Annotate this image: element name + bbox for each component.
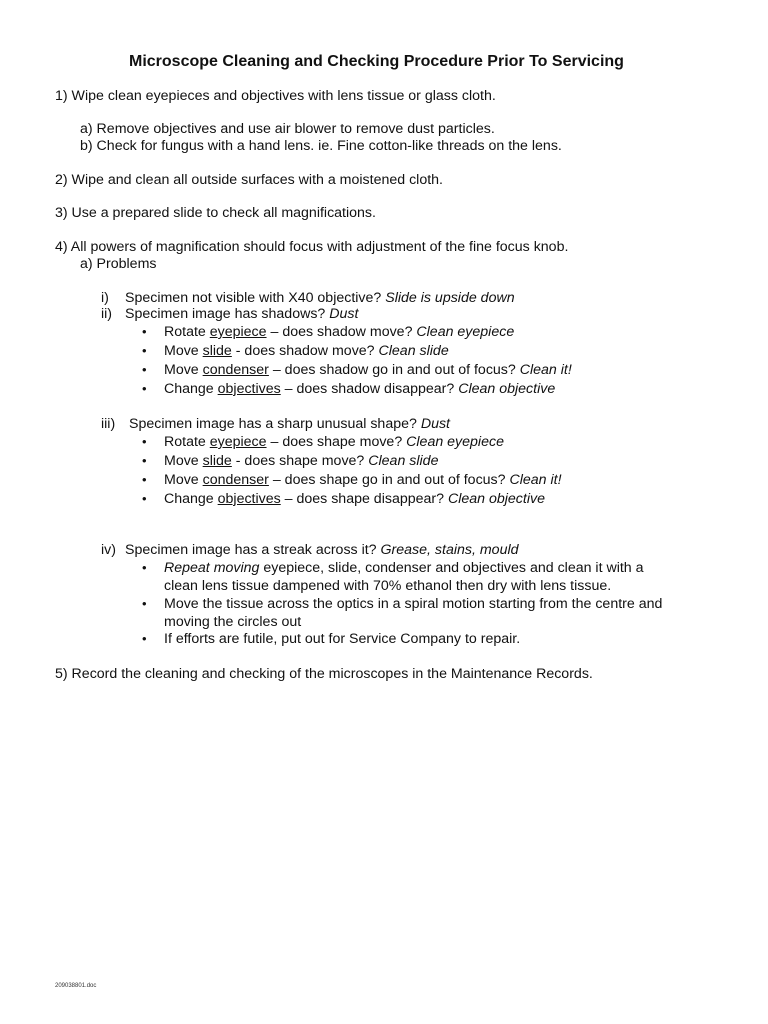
check-part: eyepiece bbox=[209, 434, 267, 450]
problem-3-check-2 bbox=[164, 452, 438, 470]
bullet: • bbox=[142, 596, 147, 611]
check-part: slide bbox=[202, 453, 232, 469]
step-5: 5) Record the cleaning and checking of the microscopes in the Maintenance Records. bbox=[55, 666, 593, 682]
step-4: 4) All powers of magnification should focus with adjustment of the fine focus knob. bbox=[55, 239, 569, 255]
step-1a: a) Remove objectives and use air blower to remove dust particles. bbox=[80, 121, 495, 137]
problem-1-number: i) bbox=[101, 290, 109, 306]
problem-4-step-3: If efforts are futile, put out for Service Company to repair. bbox=[164, 631, 521, 647]
check-fix: Clean objective bbox=[458, 381, 556, 397]
problem-4-step-2-cont: moving the circles out bbox=[164, 614, 302, 630]
check-fix: Clean objective bbox=[447, 491, 545, 507]
problem-2-check-4 bbox=[164, 380, 555, 398]
problem-3-check-3 bbox=[164, 471, 562, 489]
check-post: - does shadow move? bbox=[231, 343, 379, 359]
problem-4-cause: Grease, stains, mould bbox=[380, 542, 519, 558]
problem-3-check-4 bbox=[164, 490, 545, 508]
check-part: condenser bbox=[202, 472, 269, 488]
check-post: - does shape move? bbox=[231, 453, 369, 469]
check-post: – does shape go in and out of focus? bbox=[268, 472, 510, 488]
check-fix: Clean it! bbox=[509, 472, 562, 488]
step-2: 2) Wipe and clean all outside surfaces with a moistened cloth. bbox=[55, 172, 443, 188]
check-fix: Clean eyepiece bbox=[416, 324, 515, 340]
check-part: condenser bbox=[202, 362, 269, 378]
bullet: • bbox=[142, 453, 147, 468]
check-post: – does shadow go in and out of focus? bbox=[268, 362, 520, 378]
step-4a-problems: a) Problems bbox=[80, 256, 157, 272]
bullet: • bbox=[142, 434, 147, 449]
bullet: • bbox=[142, 324, 147, 339]
bullet: • bbox=[142, 343, 147, 358]
step-text: eyepiece, slide, condenser and objectives and clean it with a bbox=[259, 560, 644, 576]
problem-1-cause: Slide is upside down bbox=[385, 290, 515, 306]
problem-3-text: Specimen image has a sharp unusual shape? bbox=[129, 416, 421, 432]
check-pre: Rotate bbox=[164, 324, 210, 340]
check-pre: Move bbox=[164, 472, 203, 488]
check-part: eyepiece bbox=[209, 324, 267, 340]
problem-2-check-3 bbox=[164, 361, 572, 379]
check-post: – does shadow move? bbox=[266, 324, 417, 340]
problem-3 bbox=[129, 415, 450, 433]
step-1: 1) Wipe clean eyepieces and objectives with lens tissue or glass cloth. bbox=[55, 88, 496, 104]
problem-4-step-2: Move the tissue across the optics in a spiral motion starting from the centre and bbox=[164, 596, 663, 612]
check-pre: Move bbox=[164, 343, 203, 359]
problem-2 bbox=[125, 305, 358, 323]
bullet: • bbox=[142, 381, 147, 396]
bullet: • bbox=[142, 631, 147, 646]
problem-2-cause: Dust bbox=[329, 306, 359, 322]
problem-3-number: iii) bbox=[101, 416, 116, 432]
bullet: • bbox=[142, 560, 147, 575]
problem-2-text: Specimen image has shadows? bbox=[125, 306, 330, 322]
step-1b: b) Check for fungus with a hand lens. ie. Fine cotton-like threads on the lens. bbox=[80, 138, 562, 154]
check-post: – does shape disappear? bbox=[280, 491, 448, 507]
problem-4-step-1-cont: clean lens tissue dampened with 70% ethanol then dry with lens tissue. bbox=[164, 578, 612, 594]
check-pre: Move bbox=[164, 453, 203, 469]
problem-3-check-1 bbox=[164, 433, 504, 451]
problem-2-check-2 bbox=[164, 342, 449, 360]
document-title: Microscope Cleaning and Checking Procedure Prior To Servicing bbox=[129, 53, 624, 70]
bullet: • bbox=[142, 472, 147, 487]
check-fix: Clean eyepiece bbox=[406, 434, 504, 450]
check-pre: Change bbox=[164, 381, 218, 397]
check-part: objectives bbox=[217, 381, 281, 397]
problem-4-step-1 bbox=[164, 559, 644, 577]
problem-2-check-1 bbox=[164, 323, 514, 341]
check-post: – does shape move? bbox=[266, 434, 407, 450]
check-part: objectives bbox=[217, 491, 281, 507]
problem-1-text: Specimen not visible with X40 objective? bbox=[125, 290, 386, 306]
step-italic: Repeat moving bbox=[164, 560, 260, 576]
check-pre: Change bbox=[164, 491, 218, 507]
problem-3-cause: Dust bbox=[420, 416, 450, 432]
check-fix: Clean slide bbox=[378, 343, 449, 359]
check-part: slide bbox=[202, 343, 232, 359]
check-fix: Clean it! bbox=[519, 362, 572, 378]
bullet: • bbox=[142, 491, 147, 506]
problem-4 bbox=[125, 541, 519, 559]
check-fix: Clean slide bbox=[368, 453, 439, 469]
check-post: – does shadow disappear? bbox=[280, 381, 459, 397]
problem-2-number: ii) bbox=[101, 306, 113, 322]
footer-filename: 209038801.doc bbox=[55, 983, 97, 989]
bullet: • bbox=[142, 362, 147, 377]
problem-4-number: iv) bbox=[101, 542, 116, 558]
check-pre: Rotate bbox=[164, 434, 210, 450]
check-pre: Move bbox=[164, 362, 203, 378]
step-3: 3) Use a prepared slide to check all magnifications. bbox=[55, 205, 376, 221]
problem-4-text: Specimen image has a streak across it? bbox=[125, 542, 381, 558]
